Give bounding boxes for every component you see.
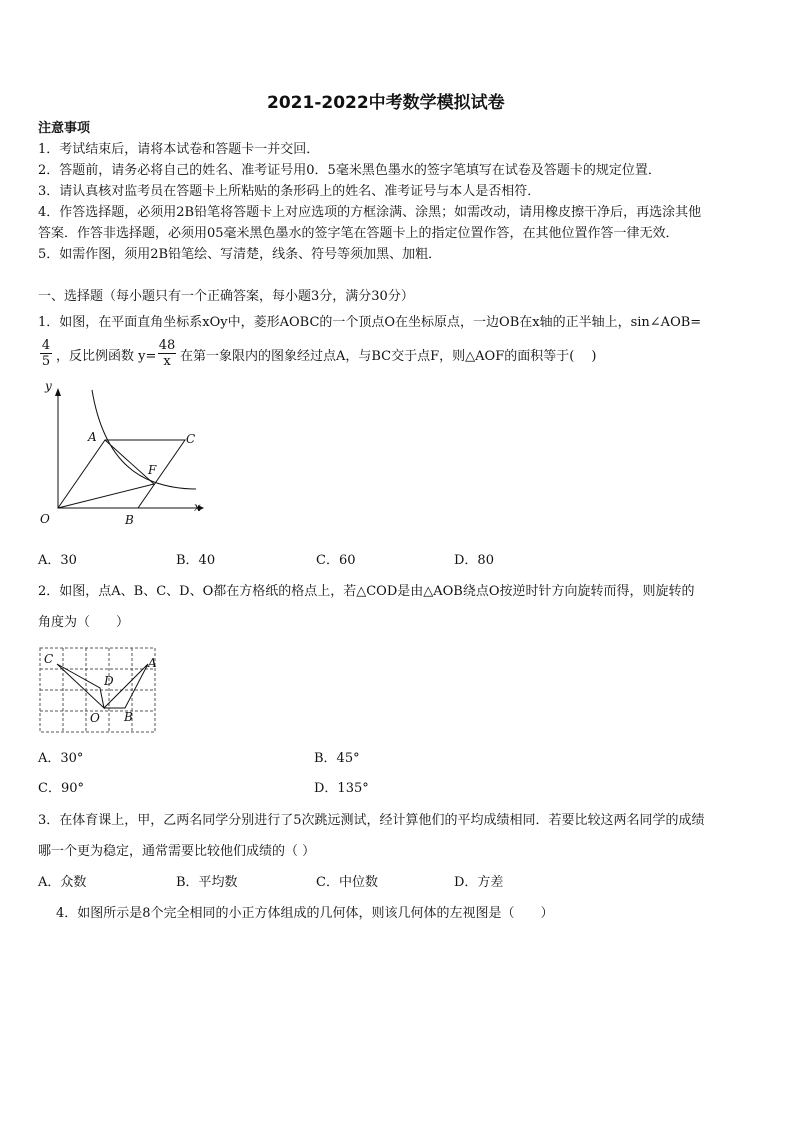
label-D: D (104, 674, 114, 688)
label-y: y (45, 379, 52, 393)
q4-text-line1: 4．如图所示是8个完全相同的小正方体组成的几何体，则该几何体的左视图是（ ） (56, 906, 554, 921)
label-C: C (44, 652, 54, 666)
notice-item-4: 4．作答选择题，必须用2B铅笔将答题卡上对应选项的方框涂满、涂黑；如需改动，请用橡皮擦干净后，再选涂其他 (38, 205, 702, 220)
label-x: x (194, 500, 201, 514)
q3-text-line1: 3．在体育课上，甲，乙两名同学分别进行了5次跳远测试，经计算他们的平均成绩相同．若要比较这两名同学的成绩 (38, 813, 705, 828)
section-heading: 一、选择题（每小题只有一个正确答案，每小题3分，满分30分） (38, 289, 414, 304)
q2-figure (30, 640, 170, 740)
label-B: B (125, 513, 134, 527)
y-axis-arrow (55, 388, 61, 396)
q1-fraction-func (158, 338, 176, 369)
q1-frac-num: 4 (41, 338, 51, 353)
q1-figure (30, 378, 210, 528)
q1-frac-den: 5 (41, 354, 51, 369)
notice-item-2: 2．答题前，请务必将自己的姓名、准考证号用0．5毫米黑色墨水的签字笔填写在试卷及答题卡的规定位置． (38, 163, 661, 178)
label-O: O (90, 711, 100, 725)
segment-AF (105, 440, 154, 484)
q1-frac2-num: 48 (158, 338, 176, 353)
q3-option-a: A．众数 (38, 875, 87, 890)
q3-text-line2: 哪一个更为稳定，通常需要比较他们成绩的（ ） (38, 844, 316, 859)
notice-item-3: 3．请认真核对监考员在答题卡上所粘贴的条形码上的姓名、准考证号与本人是否相符． (38, 184, 541, 199)
label-O: O (40, 512, 50, 526)
notice-heading: 注意事项 (38, 121, 91, 136)
q2-text-line2: 角度为（ ） (38, 615, 130, 630)
q3-option-d: D．方差 (454, 875, 504, 890)
q1-option-d: D．80 (454, 553, 494, 568)
rhombus-AOBC (58, 440, 185, 508)
q3-option-b: B．平均数 (176, 875, 238, 890)
label-A: A (88, 430, 97, 444)
q1-fraction-sin (40, 338, 52, 369)
label-C: C (186, 432, 196, 446)
label-F: F (148, 463, 157, 477)
q1-frac2-den: x (163, 354, 171, 369)
q1-option-b: B．40 (176, 553, 216, 568)
q1-text-line1: 1．如图，在平面直角坐标系xOy中，菱形AOBC的一个顶点O在坐标原点，一边OB在x轴的正半轴上，sin∠AOB= (38, 315, 702, 330)
q2-option-c: C．90° (38, 781, 84, 796)
q1-text-mid: ，反比例函数 y= (56, 349, 157, 364)
notice-item-4-cont: 答案．作答非选择题，必须用05毫米黑色墨水的签字笔在答题卡上的指定位置作答，在其他位置作答一律无效． (38, 226, 679, 241)
notice-item-5: 5．如需作图，须用2B铅笔绘、写清楚，线条、符号等须加黑、加粗． (38, 247, 442, 262)
notice-item-1: 1．考试结束后，请将本试卷和答题卡一并交回． (38, 142, 320, 157)
triangle-COD (57, 664, 104, 708)
q3-option-c: C．中位数 (316, 875, 378, 890)
label-B: B (124, 710, 133, 724)
q2-option-a: A．30° (38, 751, 84, 766)
q1-option-c: C．60 (316, 553, 356, 568)
label-A: A (148, 656, 157, 670)
triangles (57, 664, 148, 708)
page-title: 2021-2022中考数学模拟试卷 (267, 93, 505, 113)
q2-text-line1: 2．如图，点A、B、C、D、O都在方格纸的格点上，若△COD是由△AOB绕点O按逆时针方向旋转而得，则旋转的 (38, 584, 695, 599)
q1-option-a: A．30 (38, 553, 77, 568)
q2-option-b: B．45° (314, 751, 360, 766)
q1-text-tail: 在第一象限内的图象经过点A，与BC交于点F，则△AOF的面积等于( ) (180, 349, 597, 364)
q2-option-d: D．135° (314, 781, 369, 796)
